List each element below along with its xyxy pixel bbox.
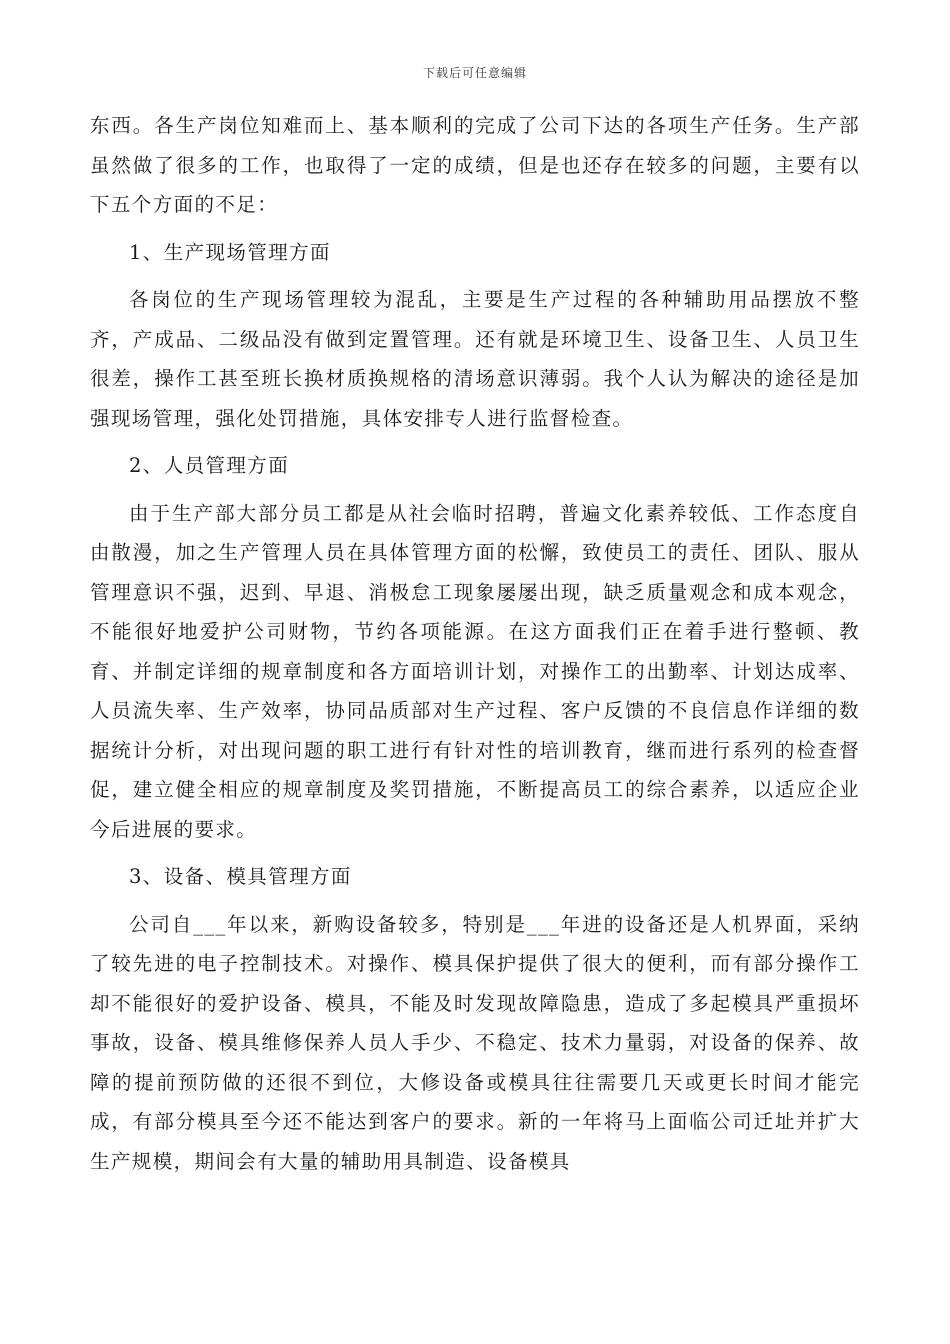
- section-1-paragraph: 各岗位的生产现场管理较为混乱，主要是生产过程的各种辅助用品摆放不整齐，产成品、二级品没有做到定置管理。还有就是环境卫生、设备卫生、人员卫生很差，操作工甚至班长换材质换规格的清场意识薄弱。我个人认为解决的途径是加强现场管理，强化处罚措施，具体安排专人进行监督检查。: [90, 288, 860, 430]
- intro-paragraph: 东西。各生产岗位知难而上、基本顺利的完成了公司下达的各项生产任务。生产部虽然做了很多的工作，也取得了一定的成绩，但是也还存在较多的问题，主要有以下五个方面的不足：: [90, 114, 860, 216]
- section-1-heading: 1、生产现场管理方面: [129, 240, 331, 264]
- section-3-heading: 3、设备、模具管理方面: [129, 865, 352, 888]
- section-2-heading: 2、人员管理方面: [129, 454, 290, 477]
- document-body: [90, 106, 860, 1189]
- page-header-caption: 下载后可任意编辑: [422, 66, 527, 80]
- section-2-paragraph: 由于生产部大部分员工都是从社会临时招聘，普遍文化素养较低、工作态度自由散漫，加之生产管理人员在具体管理方面的松懈，致使员工的责任、团队、服从管理意识不强，迟到、早退、消极怠工现象屡屡出现，缺乏质量观念和成本观念，不能很好地爱护公司财物，节约各项能源。在这方面我们正在着手进行整顿、教育、并制定详细的规章制度和各方面培训计划，对操作工的出勤率、计划达成率、人员流失率、生产效率，协同品质部对生产过程、客户反馈的不良信息作详细的数据统计分析，对出现问题的职工进行有针对性的培训教育，继而进行系列的检查督促，建立健全相应的规章制度及奖罚措施，不断提高员工的综合素养，以适应企业今后进展的要求。: [90, 501, 860, 841]
- section-3-paragraph: 公司自___年以来，新购设备较多，特别是___年进的设备还是人机界面，采纳了较先进的电子控制技术。对操作、模具保护提供了很大的便利，而有部分操作工却不能很好的爱护设备、模具，不能及时发现故障隐患，造成了多起模具严重损坏事故，设备、模具维修保养人员人手少、不稳定、技术力量弱，对设备的保养、故障的提前预防做的还很不到位，大修设备或模具往往需要几天或更长时间才能完成，有部分模具至今还不能达到客户的要求。新的一年将马上面临公司迁址并扩大生产规模，期间会有大量的辅助用具制造、设备模具: [90, 912, 860, 1173]
